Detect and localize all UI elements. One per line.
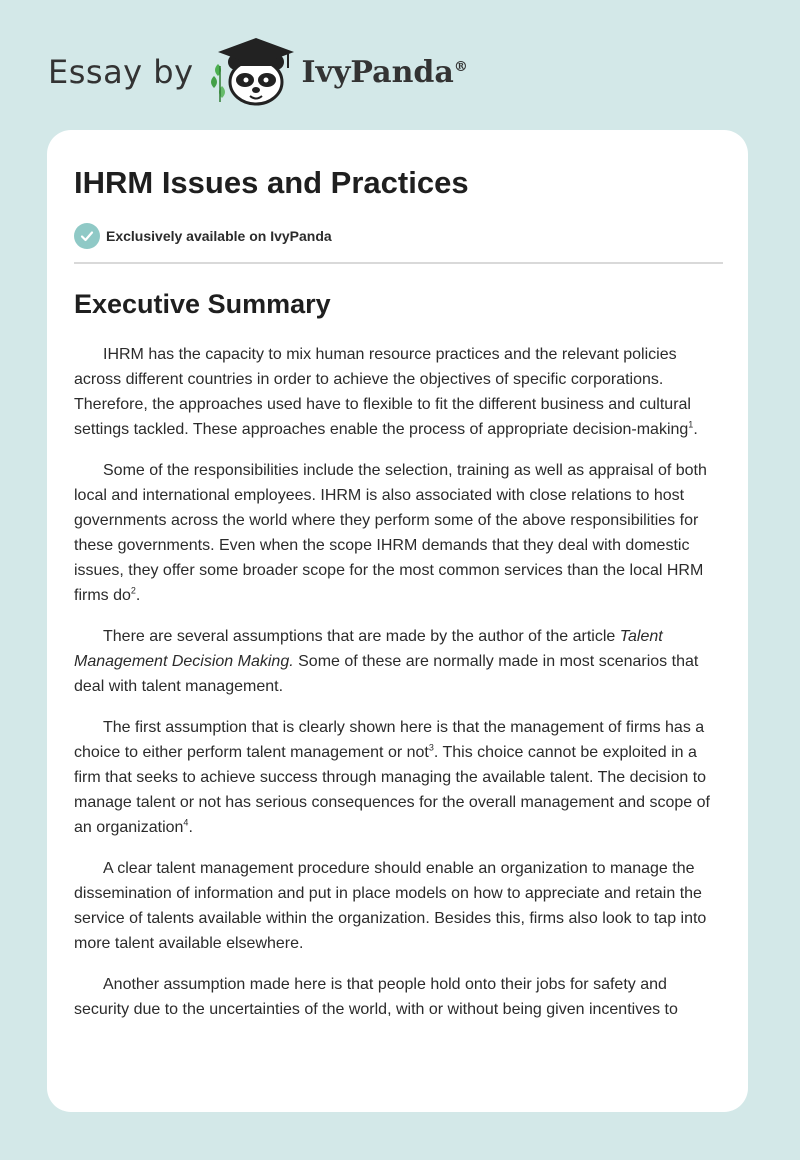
footnote-ref[interactable]: 1 — [688, 419, 694, 430]
page-title: IHRM Issues and Practices — [74, 165, 469, 200]
badge-text: Exclusively available on IvyPanda — [106, 228, 332, 244]
panda-graduate-icon[interactable] — [208, 36, 300, 108]
essay-body — [74, 342, 723, 1022]
check-circle-icon — [74, 223, 100, 249]
paragraph: The first assumption that is clearly shown here is that the management of firms has a choice to either perform talent management or not$^3$. This choice cannot be exploited in a firm that seeks to achieve success through managing the available talent. The decision to manage talent or not has serious consequences for the overall management and scope of an organization$^4$. — [74, 719, 710, 836]
divider — [74, 262, 723, 264]
paragraph: Another assumption made here is that people hold onto their jobs for safety and security due to the uncertainties of the world, with or without being given incentives to — [74, 976, 678, 1018]
footnote-ref[interactable]: 2 — [130, 585, 136, 596]
footnote-ref[interactable]: 3 — [428, 742, 434, 753]
exclusive-badge — [74, 222, 723, 250]
site-header — [48, 36, 468, 108]
paragraph: Some of the responsibilities include the selection, training as well as appraisal of both local and international employees. IHRM is also associated with close relations to host governments across the world where they perform some of the above responsibilities for these governments. Even when the scope IHRM demands that they deal with domestic issues, they offer some broader scope for the most common services than the local HRM firms do$^2$. — [74, 462, 707, 604]
essay-card — [47, 130, 748, 1112]
paragraph: IHRM has the capacity to mix human resource practices and the relevant policies across different countries in order to achieve the objectives of specific corporations. Therefore, the approaches used have to flexible to fit the different business and cultural settings tackled. These approaches enable the process of appropriate decision-making$^1$. — [74, 346, 698, 438]
footnote-ref[interactable]: 4 — [183, 817, 189, 828]
section-title: Executive Summary — [74, 289, 331, 319]
paragraph: A clear talent management procedure should enable an organization to manage the dissemination of information and put in place models on how to appreciate and retain the service of talents available within the organization. Besides this, firms also look to tap into more talent available elsewhere. — [74, 860, 707, 952]
brand-name[interactable]: IvyPanda® — [301, 54, 468, 90]
essay-by-label: Essay by — [48, 53, 194, 91]
paragraph: There are several assumptions that are made by the author of the article Talent Management Decision Making. Some of these are normally made in most scenarios that deal with talent management. — [74, 628, 699, 695]
